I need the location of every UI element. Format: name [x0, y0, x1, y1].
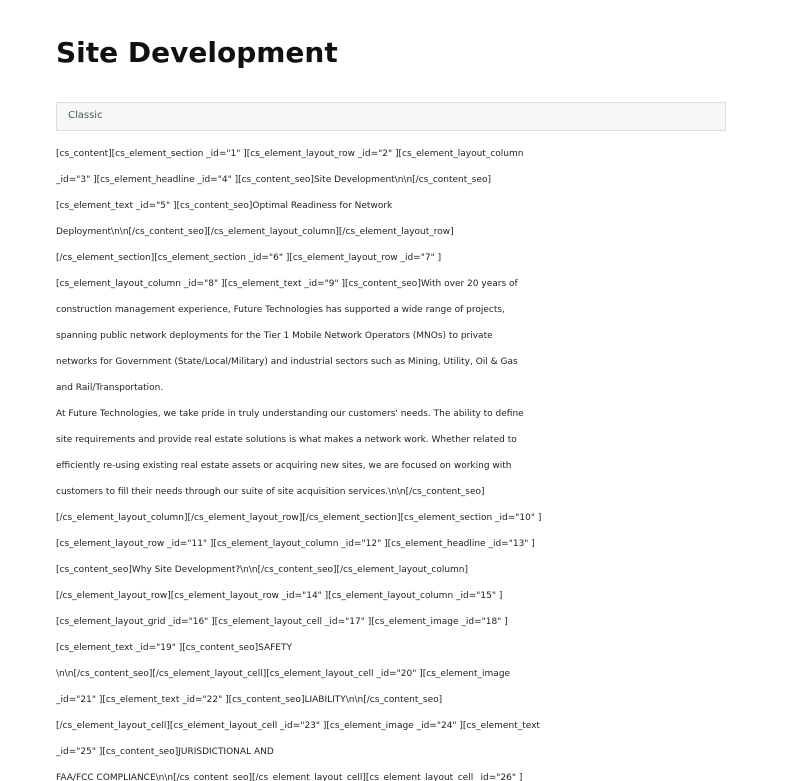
content-line: efficiently re-using existing real estate assets or acquiring new sites, we are focused on working with	[56, 461, 512, 471]
content-line: Deployment\n\n[/cs_content_seo][/cs_element_layout_column][/cs_element_layout_row]	[56, 227, 454, 237]
content-body	[56, 141, 742, 781]
content-line: _id="3" ][cs_element_headline _id="4" ][cs_content_seo]Site Development\n\n[/cs_content_seo]	[56, 175, 492, 185]
content-line: [cs_element_layout_row _id="11" ][cs_element_layout_column _id="12" ][cs_element_headline _id="13" ]	[56, 539, 535, 549]
content-line: FAA/FCC COMPLIANCE\n\n[/cs_content_seo][/cs_element_layout_cell][cs_element_layout_cell _id="26" ]	[56, 773, 523, 781]
content-line: networks for Government (State/Local/Military) and industrial sectors such as Mining, Utility, Oil & Gas	[56, 357, 518, 367]
content-line: [cs_element_text _id="5" ][cs_content_seo]Optimal Readiness for Network	[56, 201, 393, 211]
editor-mode-label: Classic	[68, 110, 103, 121]
content-line: site requirements and provide real estate solutions is what makes a network work. Whether related to	[56, 435, 517, 445]
content-line: [cs_element_layout_grid _id="16" ][cs_element_layout_cell _id="17" ][cs_element_image _id="18" ]	[56, 617, 508, 627]
content-line: [cs_content][cs_element_section _id="1" ][cs_element_layout_row _id="2" ][cs_element_layout_column	[56, 149, 524, 159]
content-line: customers to fill their needs through our suite of site acquisition services.\n\n[/cs_content_seo]	[56, 487, 485, 497]
content-line: spanning public network deployments for the Tier 1 Mobile Network Operators (MNOs) to private	[56, 331, 493, 341]
content-line: \n\n[/cs_content_seo][/cs_element_layout_cell][cs_element_layout_cell _id="20" ][cs_element_image	[56, 669, 511, 679]
content-line: [cs_content_seo]Why Site Development?\n\n[/cs_content_seo][/cs_element_layout_column]	[56, 565, 469, 575]
content-line: [/cs_element_layout_row][cs_element_layout_row _id="14" ][cs_element_layout_column _id="15" ]	[56, 591, 503, 601]
content-line: construction management experience, Future Technologies has supported a wide range of projects,	[56, 305, 505, 315]
content-line: [/cs_element_layout_cell][cs_element_layout_cell _id="23" ][cs_element_image _id="24" ][cs_element_text	[56, 721, 540, 731]
content-line: _id="25" ][cs_content_seo]JURISDICTIONAL AND	[56, 747, 274, 757]
content-line: [cs_element_text _id="19" ][cs_content_seo]SAFETY	[56, 643, 292, 653]
content-line: [/cs_element_section][cs_element_section _id="6" ][cs_element_layout_row _id="7" ]	[56, 253, 442, 263]
content-line: At Future Technologies, we take pride in truly understanding our customers' needs. The ability to define	[56, 409, 524, 419]
content-line: [/cs_element_layout_column][/cs_element_layout_row][/cs_element_section][cs_element_section _id="10" ]	[56, 513, 542, 523]
editor-mode-bar	[56, 102, 726, 131]
page-title: Site Development	[56, 36, 338, 69]
content-line: and Rail/Transportation.	[56, 383, 164, 393]
content-line: _id="21" ][cs_element_text _id="22" ][cs_content_seo]LIABILITY\n\n[/cs_content_seo]	[56, 695, 443, 705]
content-line: [cs_element_layout_column _id="8" ][cs_element_text _id="9" ][cs_content_seo]With over 20 years of	[56, 279, 518, 289]
